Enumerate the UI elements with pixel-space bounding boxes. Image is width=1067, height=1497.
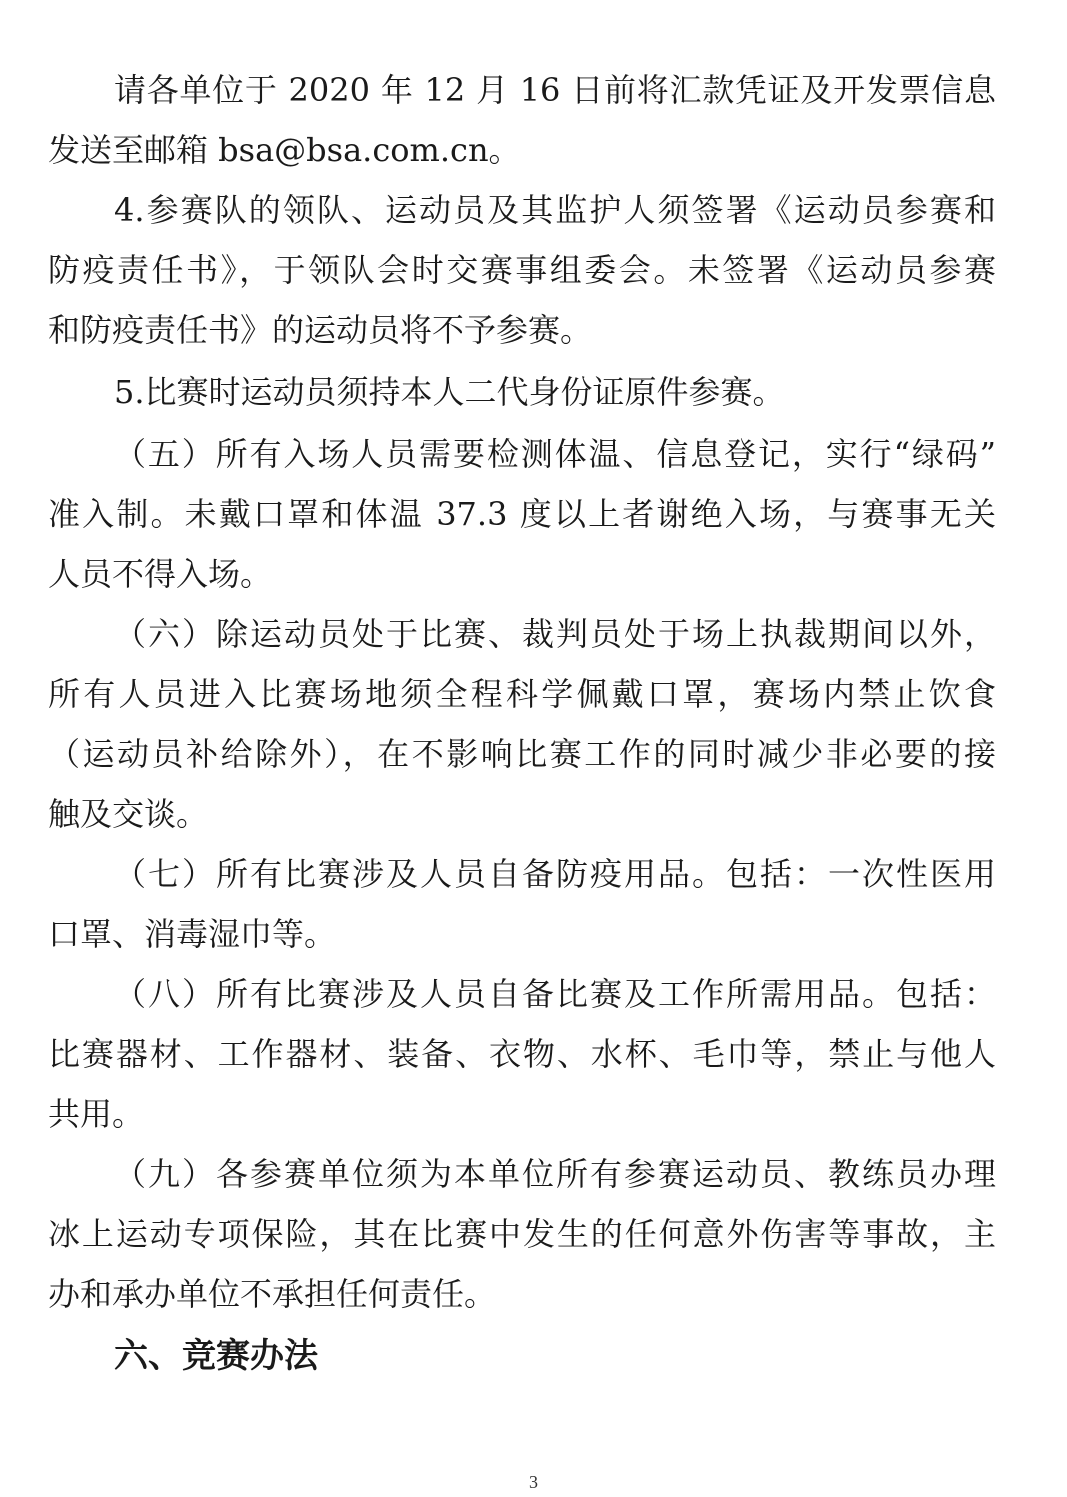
- text-line: 请各单位于 2020 年 12 月 16 日前将汇款凭证及开发票信息: [114, 71, 996, 109]
- text-line: 办和承办单位不承担任何责任。: [48, 1275, 497, 1313]
- text-line: （五）所有入场人员需要检测体温、信息登记，实行“绿码”: [114, 435, 996, 473]
- text-line: 冰上运动专项保险，其在比赛中发生的任何意外伤害等事故，主: [48, 1215, 996, 1253]
- text-line: 准入制。未戴口罩和体温 37.3 度以上者谢绝入场，与赛事无关: [48, 495, 996, 533]
- text-line: 口罩、消毒湿巾等。: [48, 915, 337, 953]
- text-line: 5.比赛时运动员须持本人二代身份证原件参赛。: [114, 373, 785, 411]
- text-line: （七）所有比赛涉及人员自备防疫用品。包括：一次性医用: [114, 855, 996, 893]
- text-line: （六）除运动员处于比赛、裁判员处于场上执裁期间以外，: [114, 615, 996, 653]
- text-line: 和防疫责任书》的运动员将不予参赛。: [48, 311, 593, 349]
- text-line: （运动员补给除外），在不影响比赛工作的同时减少非必要的接: [48, 735, 996, 773]
- text-line: 发送至邮箱 bsa@bsa.com.cn。: [48, 131, 521, 169]
- text-line: （八）所有比赛涉及人员自备比赛及工作所需用品。包括：: [114, 975, 996, 1013]
- text-line: 所有人员进入比赛场地须全程科学佩戴口罩，赛场内禁止饮食: [48, 675, 996, 713]
- section-heading: 六、竞赛办法: [114, 1336, 318, 1376]
- text-line: 比赛器材、工作器材、装备、衣物、水杯、毛巾等，禁止与他人: [48, 1035, 996, 1073]
- page-number: 3: [529, 1472, 538, 1492]
- text-line: 共用。: [48, 1095, 145, 1133]
- text-line: 防疫责任书》，于领队会时交赛事组委会。未签署《运动员参赛: [48, 251, 996, 289]
- text-line: 4.参赛队的领队、运动员及其监护人须签署《运动员参赛和: [114, 191, 996, 229]
- text-line: 人员不得入场。: [48, 555, 273, 593]
- text-line: 触及交谈。: [48, 795, 209, 833]
- text-line: （九）各参赛单位须为本单位所有参赛运动员、教练员办理: [114, 1155, 996, 1193]
